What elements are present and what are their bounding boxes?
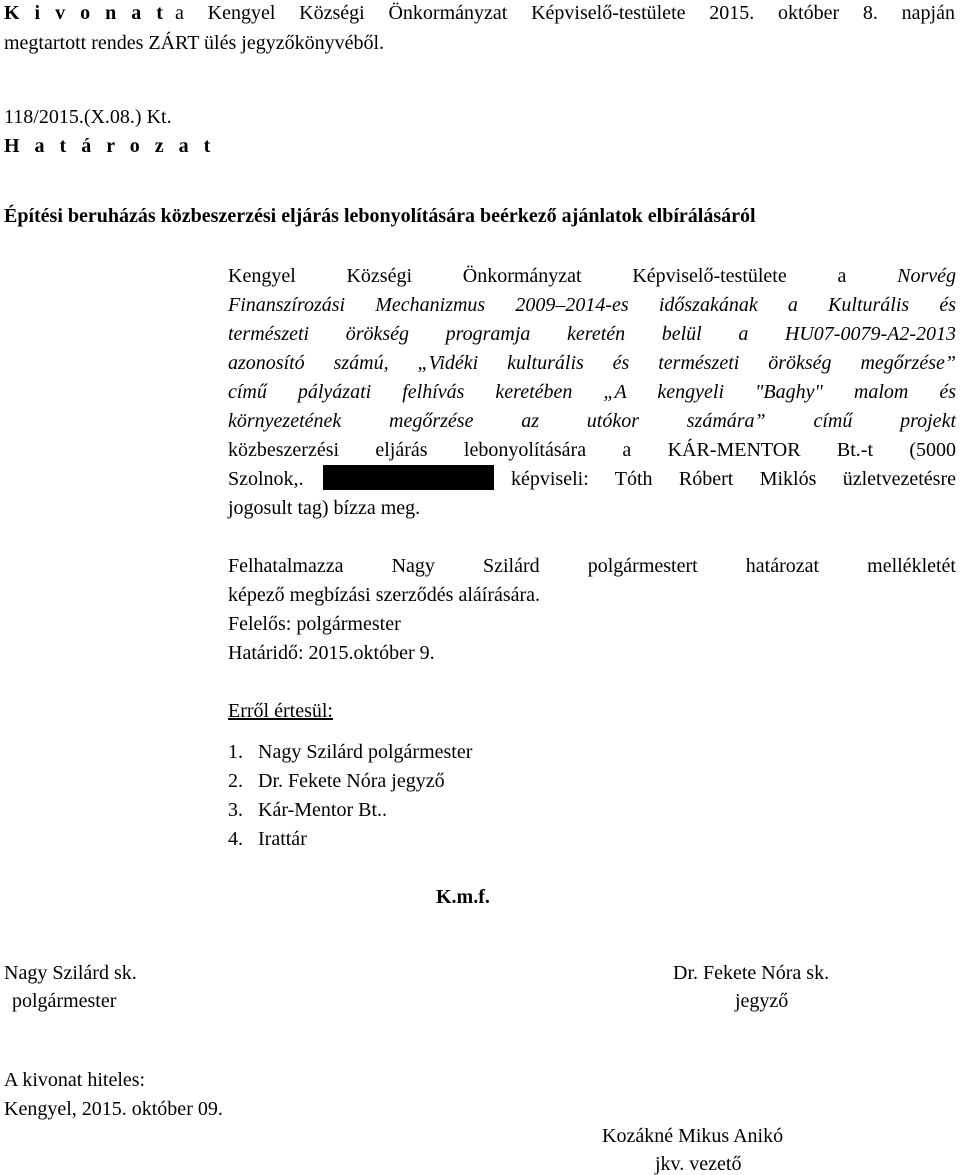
para1-line-1-plain: Kengyel Községi Önkormányzat Képviselő-testülete a xyxy=(228,265,847,287)
header-line-2: megtartott rendes ZÁRT ülés jegyzőkönyvéből. xyxy=(4,32,385,54)
signature-left-name: Nagy Szilárd sk. xyxy=(4,962,137,984)
authentication-signer-name: Kozákné Mikus Anikó xyxy=(602,1125,784,1147)
para2-line-2: képező megbízási szerződés aláírására. xyxy=(228,584,541,606)
responsible-line: Felelős: polgármester xyxy=(228,613,401,635)
para1-line-9: jogosult tag) bízza meg. xyxy=(228,497,421,519)
resolution-title: Építési beruházás közbeszerzési eljárás lebonyolítására beérkező ajánlatok elbírálásáról xyxy=(4,205,756,227)
notify-item-text: Kár-Mentor Bt.. xyxy=(258,799,388,821)
notify-item xyxy=(228,800,387,820)
authentication-line-1: A kivonat hiteles: xyxy=(4,1069,146,1091)
resolution-number: 118/2015.(X.08.) Kt. xyxy=(4,106,172,128)
para1-line-2: Finanszírozási Mechanizmus 2009–2014-es időszakának a Kulturális és xyxy=(228,294,956,316)
notify-item-number: 3. xyxy=(228,799,243,821)
notify-item xyxy=(228,771,445,791)
kivonat-label: K i v o n a t xyxy=(4,2,168,24)
header-line-1-text: a Kengyel Községi Önkormányzat Képviselő-testülete 2015. október 8. napján xyxy=(175,2,955,24)
signature-left-title: polgármester xyxy=(12,990,117,1012)
para1-line-8-end: képviseli: Tóth Róbert Miklós üzletvezetésre xyxy=(511,468,956,490)
para1-line-6: környezetének megőrzése az utókor számára” című projekt xyxy=(228,410,956,432)
notify-item-text: Irattár xyxy=(258,828,307,850)
authentication-signer-title: jkv. vezető xyxy=(655,1153,742,1175)
signature-right-name: Dr. Fekete Nóra sk. xyxy=(673,962,830,984)
para1-line-7: közbeszerzési eljárás lebonyolítására a KÁR-MENTOR Bt.-t (5000 xyxy=(228,439,956,461)
deadline-line: Határidő: 2015.október 9. xyxy=(228,642,435,664)
notify-item-text: Nagy Szilárd polgármester xyxy=(258,741,473,763)
notify-item xyxy=(228,742,472,762)
para1-line-1 xyxy=(228,266,956,286)
redaction-block xyxy=(323,465,494,490)
notify-item-text: Dr. Fekete Nóra jegyző xyxy=(258,770,445,792)
para1-line-5: című pályázati felhívás keretében „A kengyeli "Baghy" malom és xyxy=(228,381,956,403)
para2-line-1: Felhatalmazza Nagy Szilárd polgármestert határozat mellékletét xyxy=(228,555,956,577)
para1-line-4: azonosító számú, „Vidéki kulturális és természeti örökség megőrzése” xyxy=(228,352,956,374)
signature-right-title: jegyző xyxy=(735,990,789,1012)
hatarozat-label: H a t á r o z a t xyxy=(4,135,216,157)
notify-item-number: 4. xyxy=(228,828,243,850)
para1-line-1-italic: Norvég xyxy=(897,265,957,287)
notify-heading: Erről értesül: xyxy=(228,700,333,722)
kmf-label: K.m.f. xyxy=(436,886,490,908)
authentication-line-2: Kengyel, 2015. október 09. xyxy=(4,1098,223,1120)
para1-line-8-start: Szolnok,. xyxy=(228,468,304,490)
notify-item-number: 1. xyxy=(228,741,243,763)
header-line-1 xyxy=(175,3,955,23)
para1-line-3: természeti örökség programja keretén belül a HU07-0079-A2-2013 xyxy=(228,323,956,345)
notify-item xyxy=(228,829,307,849)
notify-item-number: 2. xyxy=(228,770,243,792)
